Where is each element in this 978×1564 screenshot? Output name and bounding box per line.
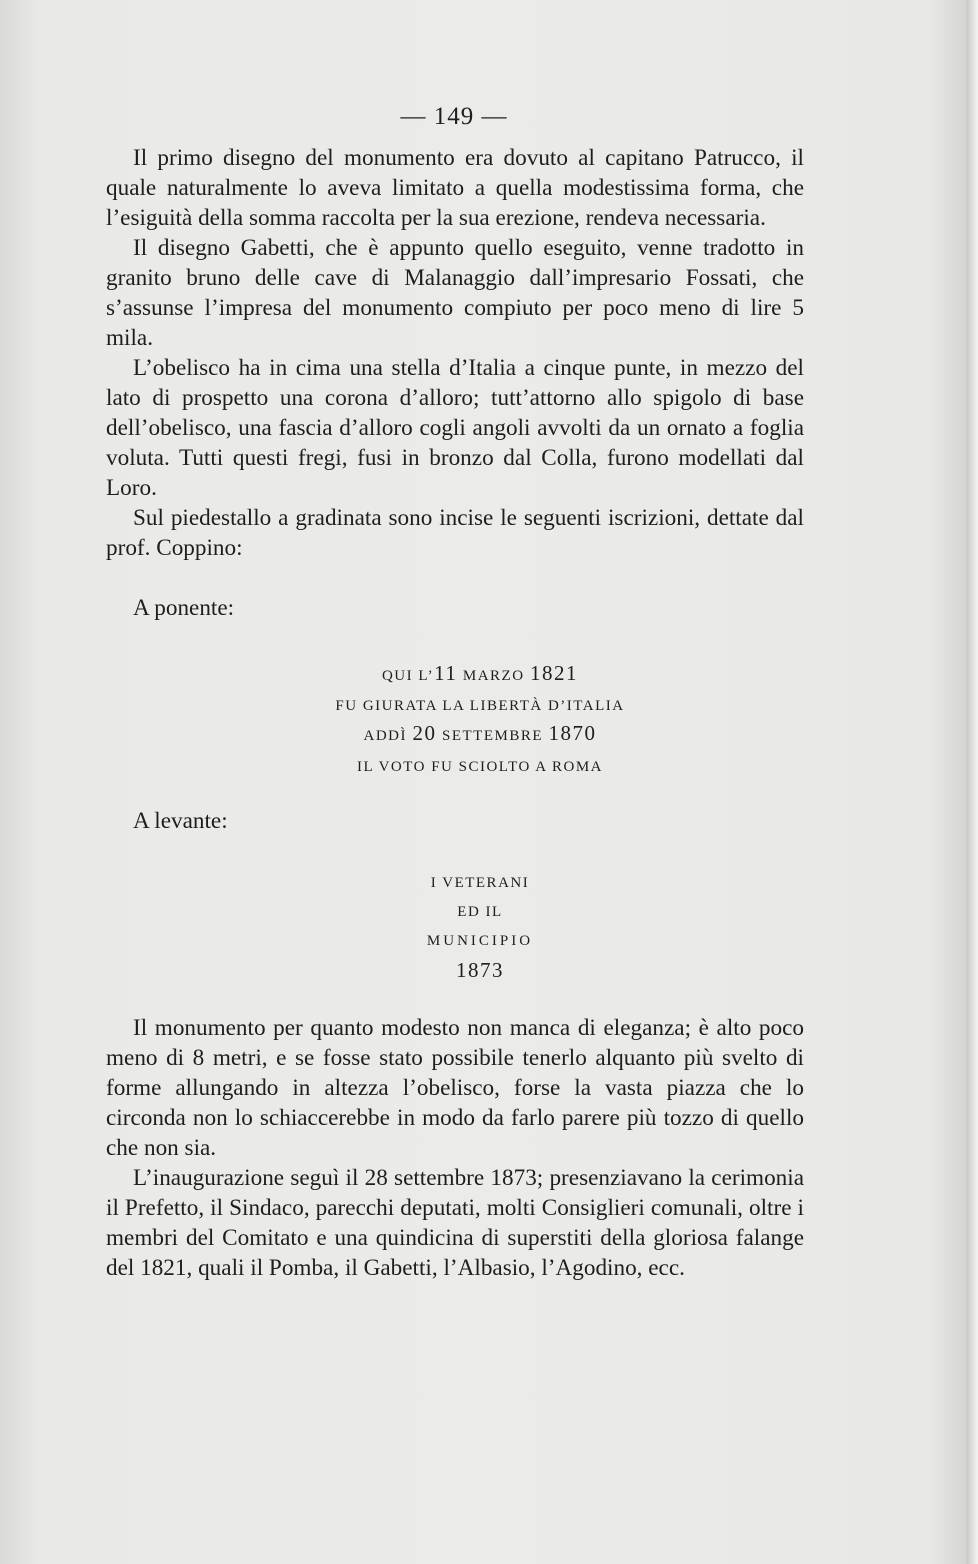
body-text-top (106, 143, 804, 563)
inscription-ponente-line-4: IL VOTO FU SCIOLTO A ROMA (356, 759, 603, 775)
paragraph-gabetti-design: Il disegno Gabetti, che è appunto quello eseguito, venne tradotto in granito bruno delle cave di Malanaggio dall’impresario Fossati, che s’assunse l’impresa del monumento compiuto per poco meno di lire 5 mila. (106, 235, 804, 351)
inscription-ponente-line-3: ADDÌ 20 SETTEMBRE 1870 (363, 721, 597, 745)
page-edge (966, 0, 978, 1564)
paragraph-inscriptions-intro: Sul piedestallo a gradinata sono incise le seguenti iscrizioni, dettate dal prof. Coppino: (106, 505, 804, 561)
inscription-levante-line-3: MUNICIPIO (426, 933, 534, 949)
paragraph-monument-height: Il monumento per quanto modesto non manca di eleganza; è alto poco meno di 8 metri, e se fosse stato possibile tenerlo alquanto più svelto di forme allungando in altezza l’obelisco, forse la vasta piazza che lo circonda non lo schiaccerebbe in modo da farlo parere più tozzo di quello che non sia. (106, 1015, 804, 1161)
inscription-levante-line-2: ED IL (457, 904, 503, 920)
paragraph-first-design: Il primo disegno del monumento era dovuto al capitano Patrucco, il quale naturalmente lo aveva limitato a quella modestissima forma, che l’esiguità della somma raccolta per la sua erezione, rendeva necessaria. (106, 145, 804, 231)
inscription-levante-line-1: I VETERANI (430, 875, 530, 891)
page-number: — 149 — (400, 103, 508, 130)
paragraph-obelisk: L’obelisco ha in cima una stella d’Italia a cinque punte, in mezzo del lato di prospetto una corona d’alloro; tutt’attorno allo spigolo di base dell’obelisco, una fascia d’alloro cogli angoli avvolti da un ornato a foglia voluta. Tutti questi fregi, fusi in bronzo dal Colla, furono modellati dal Loro. (106, 355, 804, 501)
paragraph-inauguration: L’inaugurazione seguì il 28 settembre 1873; presenziavano la cerimonia il Prefetto, il Sindaco, parecchi deputati, molti Consiglieri comunali, oltre i membri del Comitato e una quindicina di superstiti della gloriosa falange del 1821, quali il Pomba, il Gabetti, l’Albasio, l’Agodino, ecc. (106, 1165, 804, 1281)
inscription-ponente-line-1: QUI L’11 MARZO 1821 (381, 661, 579, 685)
inscription-levante-line-4: 1873 (456, 958, 504, 982)
inscription-ponente-line-2: FU GIURATA LA LIBERTÀ D’ITALIA (335, 698, 625, 714)
label-ponente: A ponente: (133, 595, 235, 621)
label-levante: A levante: (133, 808, 228, 834)
body-text-bottom (106, 1013, 804, 1283)
